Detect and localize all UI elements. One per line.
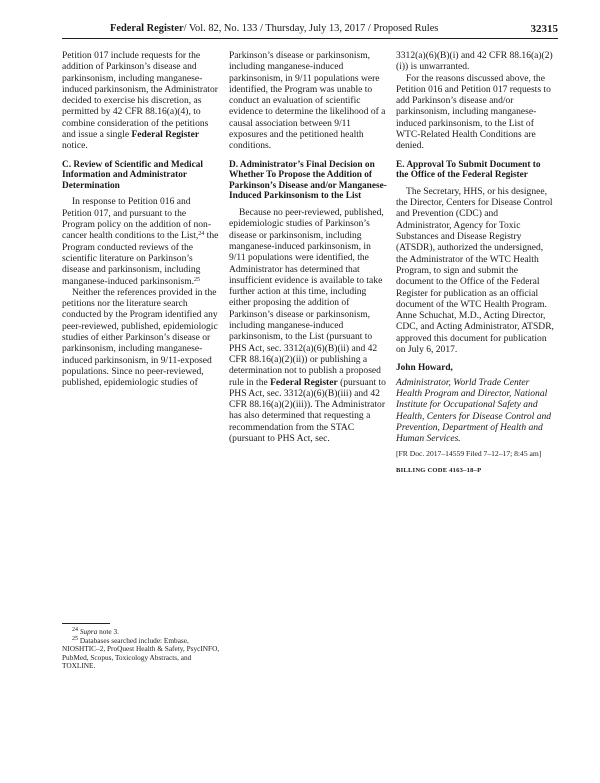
fr-doc-line: [FR Doc. 2017–14559 Filed 7–12–17; 8:45 am] bbox=[396, 449, 542, 459]
paragraph: 3312(a)(6)(B)(i) and 42 CFR 88.16(a)(2)(i)) is unwarranted. bbox=[396, 50, 553, 73]
footnote-ref: 24 bbox=[198, 231, 205, 238]
section-heading-e: E. Approval To Submit Document to the Office of the Federal Register bbox=[396, 159, 541, 181]
column-3 bbox=[396, 50, 555, 476]
paragraph: Because no peer-reviewed, published, epidemiologic studies of Parkinson’s disease or parkinsonism, including manganese-induced parkinsonism, in 9/11 populations were identified, the Administrator has determined that insufficient evidence is available to take further action at this time, including either proposing the addition of Parkinson’s disease or parkinsonism, including manganese-induced parkinsonism, to the List (pursuant to PHS Act, sec. 3312(a)(6)(B)(ii) and 42 CFR 88.16(a)(2)(ii)) or publishing a determination not to publish a proposed rule in the Federal Register (pursuant to PHS Act, sec. 3312(a)(6)(B)(iii) and 42 CFR 88.16(a)(2)(iii)). The Administrator has also determined that requesting a recommendation from the STAC (pursuant to PHS Act, sec. bbox=[229, 207, 386, 444]
section-heading-d: D. Administrator’s Final Decision on Whether To Propose the Addition of Parkinson’s Disease and/or Manganese-Induced Parkinsonism to the List bbox=[229, 159, 387, 202]
footnote-divider bbox=[62, 623, 110, 624]
paragraph: For the reasons discussed above, the Petition 016 and Petition 017 requests to add Parkinson’s disease and/or parkinsonism, including manganese-induced parkinsonism, to the List of WTC-Related Health Conditions are denied. bbox=[396, 72, 551, 152]
column-2 bbox=[229, 50, 388, 444]
page-header bbox=[62, 22, 558, 39]
paragraph: In response to Petition 016 and Petition 017, and pursuant to the Program policy on the addition of non-cancer health conditions to the List,$^{24}$ the Program conducted reviews of the scientific literature on Parkinson’s disease and parkinsonism, including manganese-induced parkinsonism.$^{25}$ bbox=[62, 196, 219, 287]
page-number: 32315 bbox=[530, 23, 558, 35]
section-heading-c: C. Review of Scientific and Medical Information and Administrator Determination bbox=[62, 159, 203, 191]
footnote-25: $^{25}$ Databases searched include: Embase, NIOSHTIC–2, ProQuest Health & Safety, PsycINFO, PubMed, Scopus, Toxicology Abstracts, and TOXLINE. bbox=[62, 635, 220, 671]
header-citation bbox=[110, 22, 438, 36]
footnotes bbox=[62, 623, 221, 671]
signer-title: Administrator, World Trade Center Health Program and Director, National Institute for Occupational Safety and Health, Centers for Disease Control and Prevention, Department of Health and Human Services. bbox=[396, 376, 552, 445]
column-1 bbox=[62, 50, 221, 389]
signer-name: John Howard, bbox=[396, 363, 453, 374]
footnote-24: $^{24}$ Supra note 3. bbox=[72, 627, 119, 636]
footnote-ref: 25 bbox=[194, 276, 201, 283]
paragraph: Parkinson’s disease or parkinsonism, including manganese-induced parkinsonism, in 9/11 populations were identified, the Program was unable to conduct an evaluation of scientific evidence to determine the likelihood of a causal association between 9/11 exposures and the petitioned health conditions. bbox=[229, 50, 386, 152]
issue-text: / Vol. 82, No. 133 / Thursday, July 13, 2017 / Proposed Rules bbox=[183, 23, 439, 34]
journal-name: Federal Register bbox=[110, 23, 184, 34]
paragraph: Petition 017 include requests for the addition of Parkinson’s disease and parkinsonism, including manganese-induced parkinsonism, the Administrator decided to exercise his discretion, as permitted by 42 CFR 88.16(a)(4), to combine consideration of the petitions and issue a single Federal Register notice. bbox=[62, 50, 218, 152]
paragraph: The Secretary, HHS, or his designee, the Director, Centers for Disease Control and Prevention (CDC) and Administrator, Agency for Toxic Substances and Disease Registry (ATSDR), authorized the undersigned, the Administrator of the WTC Health Program, to sign and submit the document to the Office of the Federal Register for publication as an official document of the WTC Health Program. Anne Schuchat, M.D., Acting Director, CDC, and Acting Administrator, ATSDR, approved this document for publication on July 6, 2017. bbox=[396, 185, 554, 356]
billing-code: BILLING CODE 4163–18–P bbox=[396, 466, 482, 474]
paragraph: Neither the references provided in the petitions nor the literature search conducted by the Program identified any peer-reviewed, published, epidemiologic studies of either Parkinson’s disease or parkinsonism, including manganese-induced parkinsonism, in 9/11-exposed populations. Since no peer-reviewed, published, epidemiologic studies of bbox=[62, 286, 218, 389]
